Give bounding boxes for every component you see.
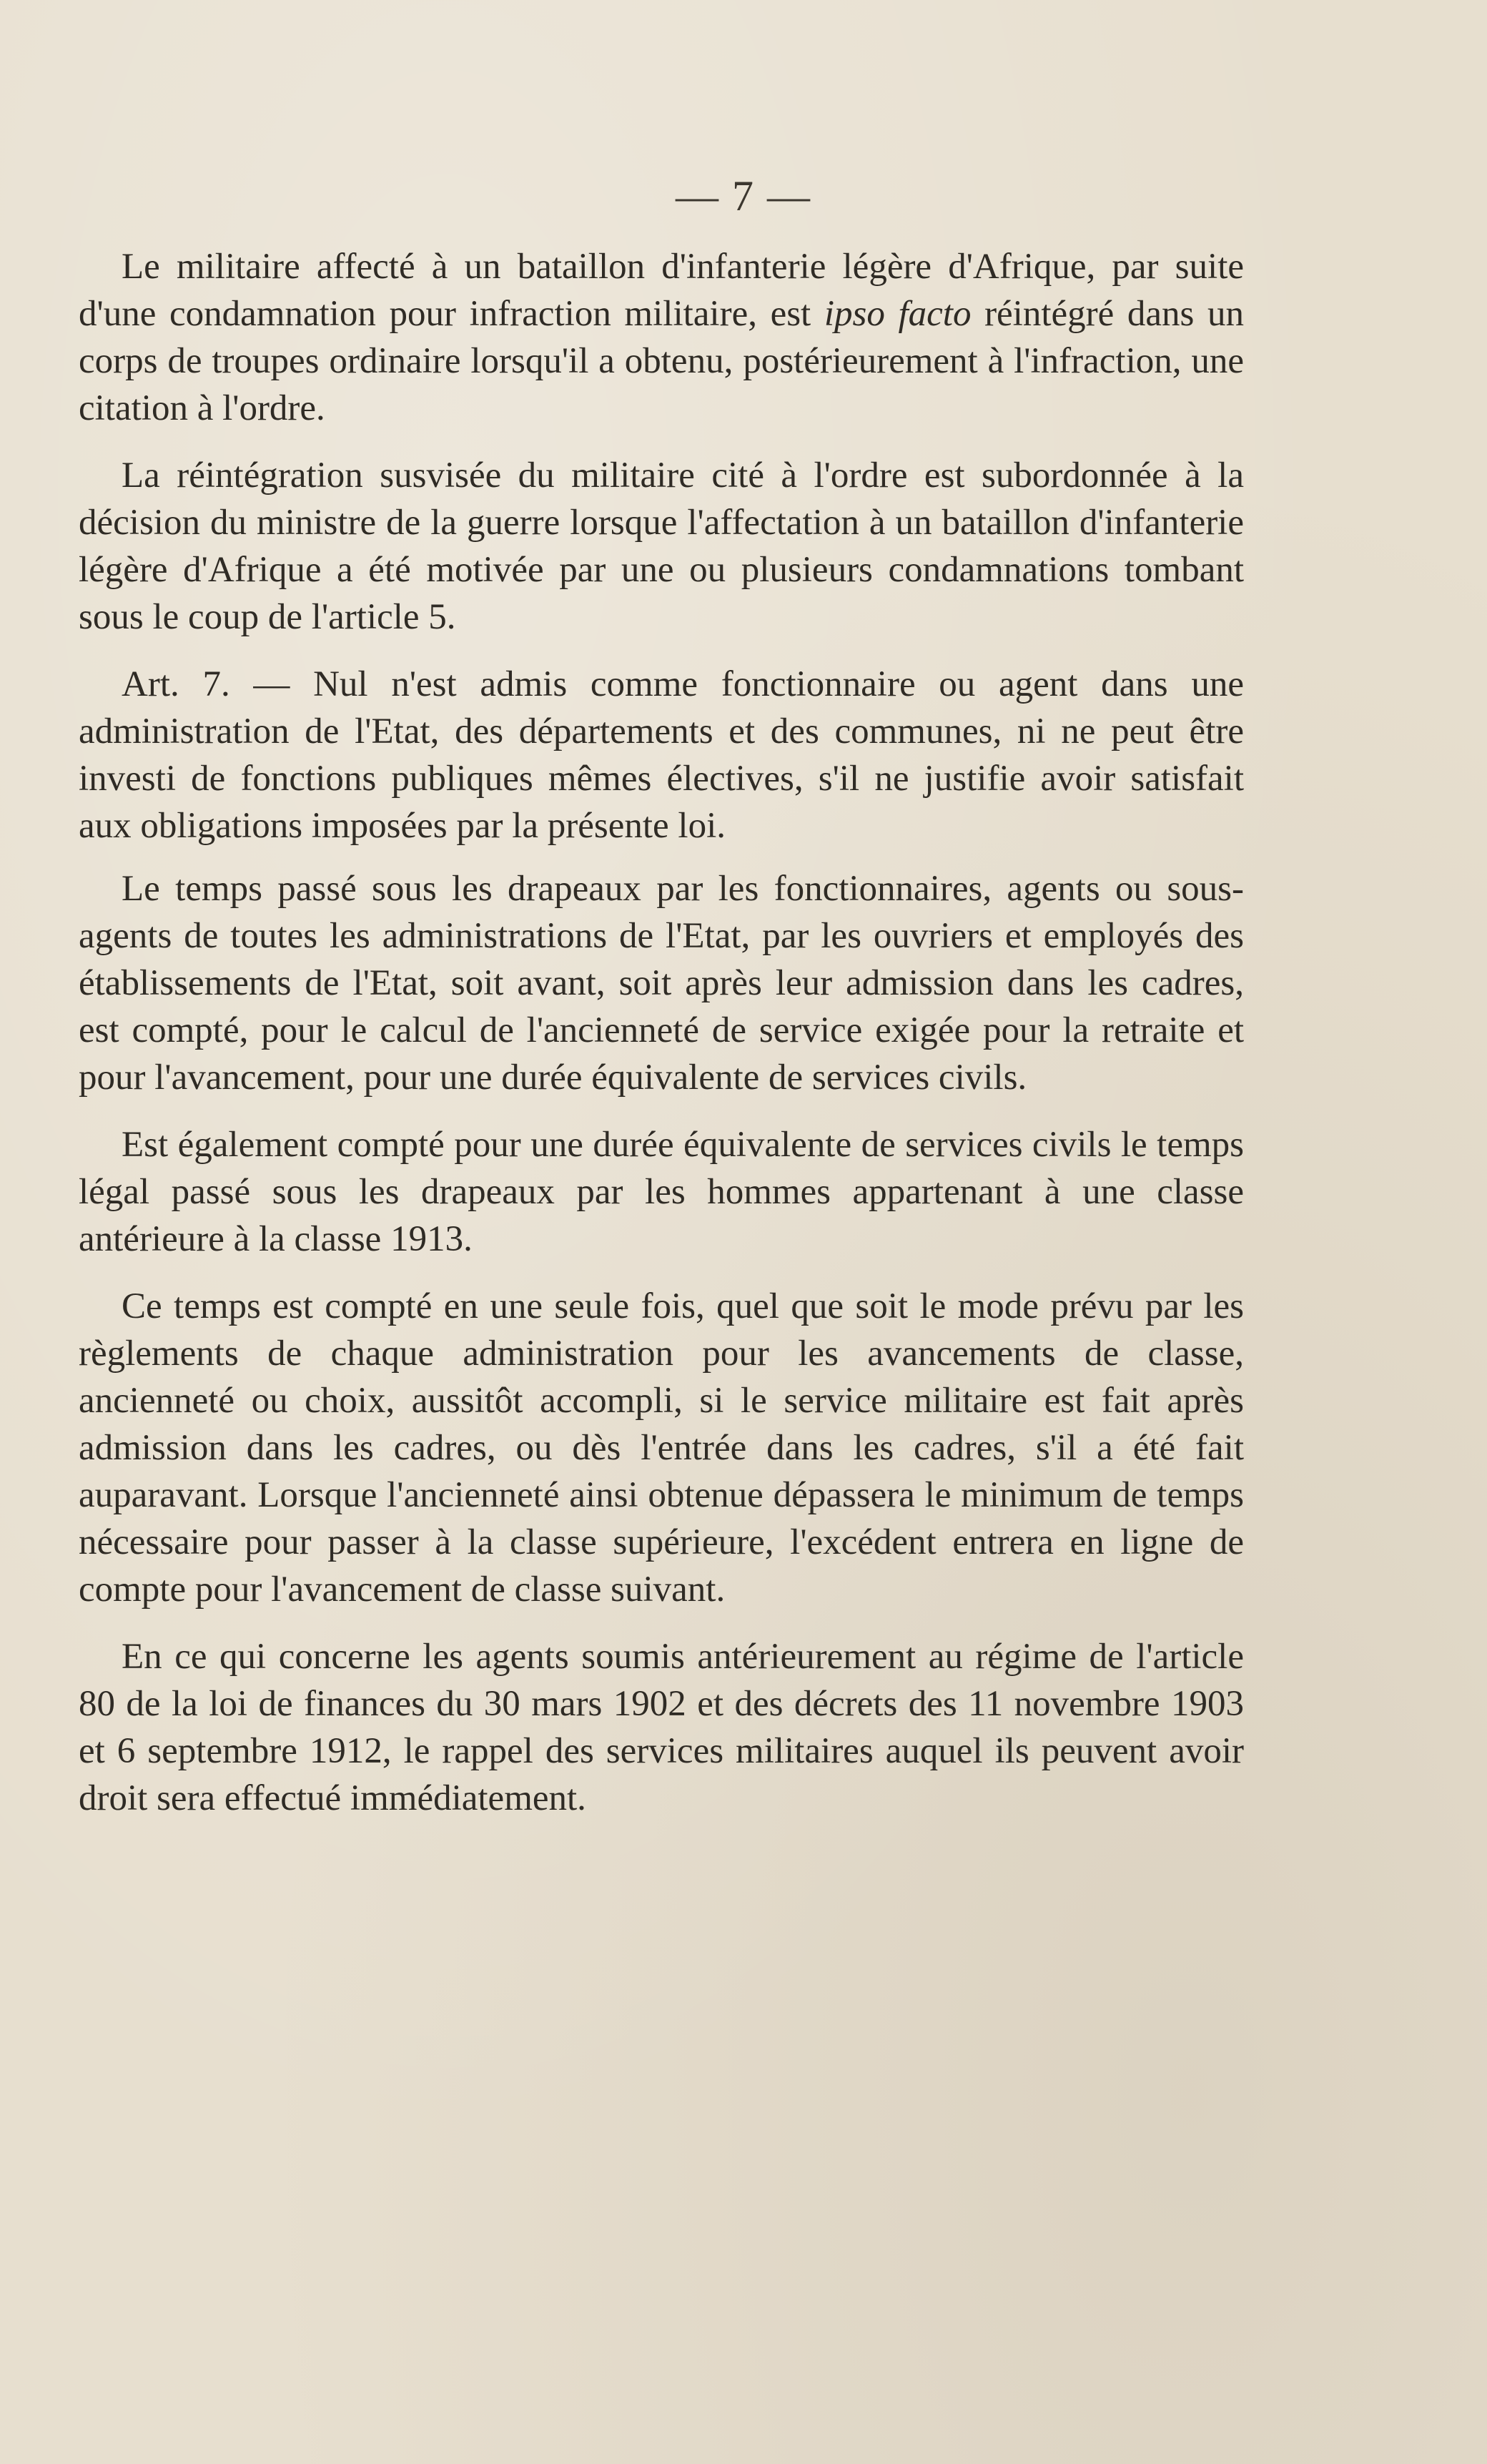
paragraph-5: Est également compté pour une durée équivalente de services civils le temps légal passé sous les drapeaux par les hommes appartenant à une classe antérieure à la classe 1913. [79,1125,1244,1259]
paragraph-1-italic: ipso facto [824,294,972,334]
paragraph-4: Le temps passé sous les drapeaux par les fonctionnaires, agents ou sous-agents de toutes les administrations de l'Etat, par les ouvriers et employés des établissements de l'Etat, soit avant, soit après leur admission dans les cadres, est compté, pour le calcul de l'ancienneté de service exigée pour la retraite et pour l'avancement, pour une durée équivalente de services civils. [79,869,1244,1098]
paragraph-7: En ce qui concerne les agents soumis antérieurement au régime de l'article 80 de la loi de finances du 30 mars 1902 et des décrets des 11 novembre 1903 et 6 septembre 1912, le rappel des services militaires auquel ils peuvent avoir droit sera effectué immédiatement. [79,1637,1244,1818]
paragraph-2: La réintégration susvisée du militaire cité à l'ordre est subordonnée à la décision du ministre de la guerre lorsque l'affectation à un bataillon d'infanterie légère d'Afrique a été motivée par une ou plusieurs condamnations tombant sous le coup de l'article 5. [79,455,1244,637]
paragraph-1-end: réintégré dans un corps de troupes ordinaire lorsqu'il a obtenu, postérieurement à l'infraction, une citation à l'ordre. [79,294,1244,428]
paragraph-6: Ce temps est compté en une seule fois, quel que soit le mode prévu par les règlements de chaque administration pour les avancements de classe, ancienneté ou choix, aussitôt accompli, si le service militaire est fait après admission dans les cadres, ou dès l'entrée dans les cadres, s'il a été fait auparavant. Lorsque l'ancienneté ainsi obtenue dépassera le minimum de temps nécessaire pour passer à la classe supérieure, l'excédent entrera en ligne de compte pour l'avancement de classe suivant. [79,1286,1244,1610]
paragraph-article-7: Art. 7. — Nul n'est admis comme fonctionnaire ou agent dans une administration de l'Etat, des départements et des communes, ni ne peut être investi de fonctions publiques mêmes électives, s'il ne justifie avoir satisfait aux obligations imposées par la présente loi. [79,664,1244,846]
page-number: — 7 — [676,172,811,220]
paragraph-1 [79,243,1244,432]
body-text [79,243,1244,1842]
paragraph-1-start: Le militaire affecté à un bataillon d'infanterie légère d'Afrique, par suite d'une condamnation pour infraction militaire, est [79,247,1244,334]
